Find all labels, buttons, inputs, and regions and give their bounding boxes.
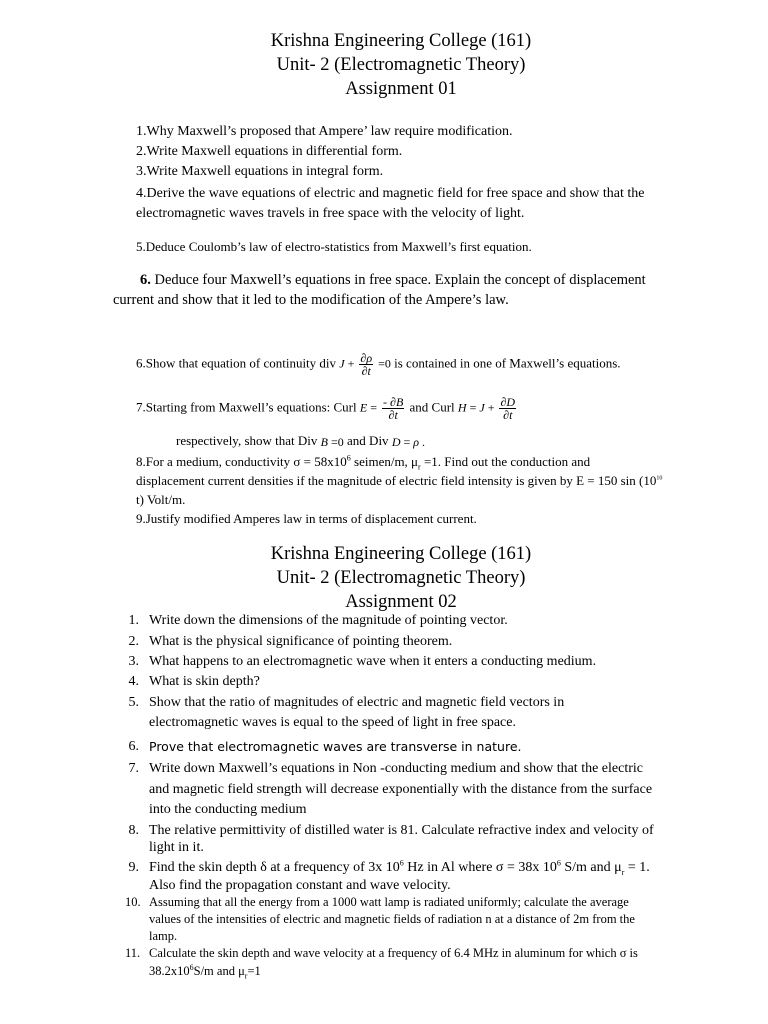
college-title-1: Krishna Engineering College (161) [270,31,532,51]
a2-item-11-line2: $38.2x10^6S/m$ and $\mu_r=1$ [149,962,261,981]
a1-question-7-line2: respectively, show that Div B =0 and Div D = ρ . [176,431,425,452]
a2-item-number: 1. [128,613,139,628]
a1-question-8-line2: displacement current densities if the magnitude of electric field intensity is given by E = 150 $\sin (10^{10}$ [136,473,663,488]
college-title-2: Krishna Engineering College (161) [270,544,532,564]
a2-item-number: 8. [128,823,139,838]
unit-title-1: Unit- 2 (Electromagnetic Theory) [276,55,526,75]
a1-question-3: 3.Write Maxwell equations in integral form. [136,164,384,179]
a2-item-7-line3: into the conducting medium [149,802,307,817]
a1-question-5: 5.Deduce Coulomb’s law of electro-statistics from Maxwell’s first equation. [136,239,532,254]
a1-question-4-line1: 4.Derive the wave equations of electric and magnetic field for free space and show that the [136,186,645,201]
a2-item-number: 3. [128,654,139,669]
a2-item-10-line3: lamp. [149,929,178,943]
a2-item-number: 7. [128,761,139,776]
a2-item-6: Prove that electromagnetic waves are transverse in nature. [149,739,522,754]
a1-question-6-line2: current and show that it led to the modification of the Ampere’s law. [113,292,509,308]
a2-item-3: What happens to an electromagnetic wave when it enters a conducting medium. [149,654,597,669]
div-b-equation: B =0 [320,434,344,449]
a2-item-7-line2: and magnetic field strength will decrease exponentially with the distance from the surface [149,782,653,797]
a2-item-10-line2: values of the intensities of electric and magnetic fields of radiation n at a distance of 2m from the [149,912,635,926]
div-d-equation: D = ρ . [391,434,426,449]
a2-item-number: 4. [128,674,139,689]
a2-item-8-line2: light in it. [149,840,204,855]
a2-item-number: 9. [128,860,139,875]
a2-item-7-line1: Write down Maxwell’s equations in Non -conducting medium and show that the electric [149,761,643,776]
a2-item-10-line1: Assuming that all the energy from a 1000 watt lamp is radiated uniformly; calculate the average [149,895,629,909]
a2-item-number: 10. [125,895,141,909]
a2-item-number: 6. [128,739,139,754]
continuity-equation: J + $\frac{\partial\rho}{\partial t}$ =0 [339,351,391,378]
a1-question-1: 1.Why Maxwell’s proposed that Ampere’ law require modification. [136,124,513,139]
assignment-title-2: Assignment 02 [345,592,457,612]
a1-question-2: 2.Write Maxwell equations in differential form. [136,144,403,159]
a1-question-8-line3: t) Volt/m. [136,492,186,507]
a1-question-8-line1: 8.For a medium, conductivity $\sigma = 58x10^6$ seimen/m, $\mu_r =1$. Find out the conduction and [136,453,591,472]
a2-item-4: What is skin depth? [149,674,260,689]
a2-item-2: What is the physical significance of pointing theorem. [149,634,453,649]
a1-question-6-line1: 6. Deduce four Maxwell’s equations in free space. Explain the concept of displacement [140,272,646,288]
curl-h-equation: H = J + $\frac{\partial D}{\partial t}$ [457,395,516,422]
a2-item-number: 11. [125,946,141,960]
a1-question-9: 9.Justify modified Amperes law in terms of displacement current. [136,511,477,526]
a2-item-9-line1: Find the skin depth δ at a frequency of 3x $10^6$ Hz in Al where σ = 38x $10^6$ S/m and $\mu_r = 1$. [149,858,650,877]
a2-item-number: 5. [128,695,139,710]
a2-item-11-line1: Calculate the skin depth and wave velocity at a frequency of 6.4 MHz in aluminum for which σ is [149,946,638,960]
a2-item-number: 2. [128,634,139,649]
a2-item-9-line2: Also find the propagation constant and wave velocity. [149,878,451,893]
assignment-title-1: Assignment 01 [345,79,457,99]
unit-title-2: Unit- 2 (Electromagnetic Theory) [276,568,526,588]
a1-question-7-line1: 7.Starting from Maxwell’s equations: Curl E = $\frac{- \partial B}{\partial t}$ and Curl H = J + $\frac{\partial D}{\partial t}$ [136,396,518,421]
curl-e-equation: E = $\frac{- \partial B}{\partial t}$ [359,395,404,422]
a1-question-continuity: 6.Show that equation of continuity div J + $\frac{\partial\rho}{\partial t}$ =0 is contained in one of Maxwell’s equations. [136,351,621,378]
a2-item-1: Write down the dimensions of the magnitude of pointing vector. [149,613,508,628]
a2-item-5-line1: Show that the ratio of magnitudes of electric and magnetic field vectors in [149,695,565,710]
a2-item-5-line2: electromagnetic waves is equal to the speed of light in free space. [149,715,516,730]
a1-question-4-line2: electromagnetic waves travels in free space with the velocity of light. [136,206,525,221]
a2-item-8-line1: The relative permittivity of distilled water is 81. Calculate refractive index and velocity of [149,823,654,838]
